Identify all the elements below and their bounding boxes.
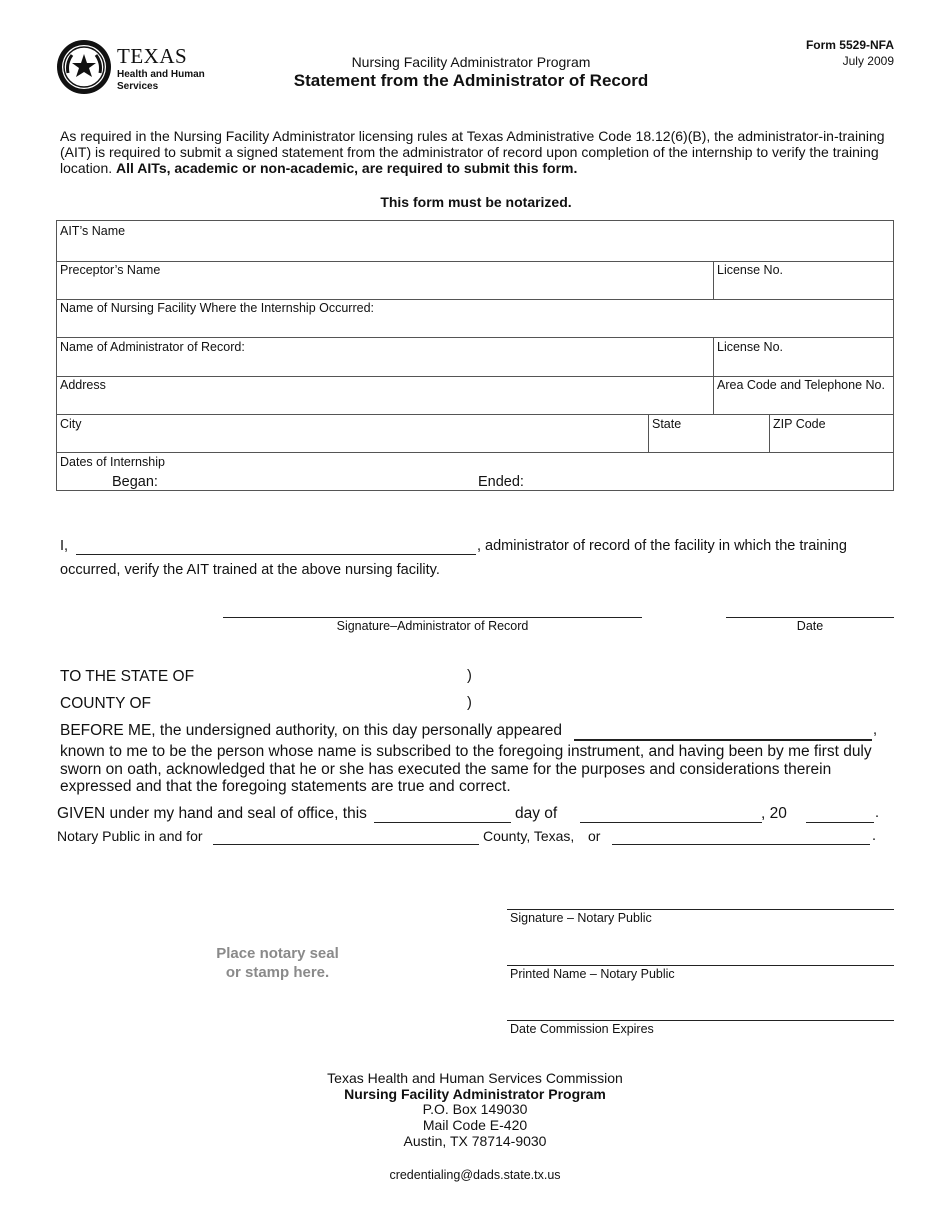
day-of-text: day of: [515, 805, 558, 822]
county-of-label: COUNTY OF: [60, 695, 151, 712]
state-field[interactable]: State: [652, 417, 682, 431]
footer-agency: Texas Health and Human Services Commission: [327, 1070, 623, 1086]
county-of-paren: ): [467, 695, 472, 711]
commission-expires-label: Date Commission Expires: [510, 1022, 654, 1036]
given-period: .: [875, 805, 880, 821]
form-date: July 2009: [842, 54, 894, 68]
county-line[interactable]: [213, 844, 479, 845]
preceptor-license-field[interactable]: License No.: [717, 263, 784, 277]
row-divider: [57, 452, 893, 453]
zip-field[interactable]: ZIP Code: [773, 417, 826, 431]
col-divider: [769, 414, 770, 452]
county-texas-text: County, Texas,: [483, 828, 575, 844]
seal-text-line1: Place notary seal: [216, 945, 339, 962]
ait-name-field[interactable]: AIT’s Name: [60, 224, 126, 238]
intro-paragraph: [60, 128, 898, 176]
form-number: Form 5529-NFA: [805, 38, 894, 52]
state-of-label: TO THE STATE OF: [60, 668, 195, 685]
footer-email-link[interactable]: credentialing@dads.state.tx.us: [389, 1168, 561, 1182]
ended-date-field[interactable]: Ended:: [478, 474, 524, 490]
state-of-paren: ): [467, 668, 472, 684]
admin-date-label: Date: [796, 619, 824, 633]
footer-mail-code: Mail Code E-420: [422, 1117, 528, 1134]
admin-signature-label: Signature–Administrator of Record: [336, 619, 529, 633]
intro-bold-text: All AITs, academic or non-academic, are required to submit this form.: [116, 160, 578, 176]
phone-field[interactable]: Area Code and Telephone No.: [717, 378, 885, 392]
row-divider: [57, 337, 893, 338]
internship-dates-label: Dates of Internship: [60, 455, 165, 469]
row-divider: [57, 376, 893, 377]
notary-printed-name-label: Printed Name – Notary Public: [510, 967, 675, 981]
facility-name-field[interactable]: Name of Nursing Facility Where the Internship Occurred:: [60, 301, 375, 315]
logo-subtitle-line1: Health and Human: [117, 69, 205, 80]
admin-date-line[interactable]: [726, 617, 894, 618]
row-divider: [57, 261, 893, 262]
statement-line2: occurred, verify the AIT trained at the above nursing facility.: [60, 562, 440, 578]
row-divider: [57, 414, 893, 415]
administrator-name-line[interactable]: [76, 554, 476, 555]
year-line[interactable]: [806, 822, 874, 823]
logo-subtitle-line2: Services: [117, 81, 159, 92]
admin-license-field[interactable]: License No.: [717, 340, 784, 354]
intro-text: As required in the Nursing Facility Administrator licensing rules at Texas Administrative Code 18.12(6)(B), the administrator-in-training (AIT) is required to submit a signed statement from the administrator of record upon completion of the internship to verify the training location.: [60, 128, 885, 176]
alternate-line[interactable]: [612, 844, 870, 845]
statement-prefix: I,: [60, 538, 69, 554]
notary-public-for: Notary Public in and for: [57, 828, 203, 844]
footer-address: [0, 1071, 950, 1150]
statement-suffix: , administrator of record of the facility in which the training: [477, 538, 847, 554]
footer-city: Austin, TX 78714-9030: [403, 1132, 547, 1149]
began-date-field[interactable]: Began:: [112, 474, 158, 490]
seal-text-line2: or stamp here.: [225, 964, 330, 981]
oath-paragraph: known to me to be the person whose name is subscribed to the foregoing instrument, and having been by me first duly sworn on oath, acknowledged that he or she has executed the same for the purposes and considerations therein expressed and that the foregoing statements are true and correct.: [60, 743, 872, 795]
notary-signature-line[interactable]: [507, 909, 894, 910]
notary-signature-label: Signature – Notary Public: [510, 911, 652, 925]
admin-signature-line[interactable]: [223, 617, 642, 618]
internship-form-table: [56, 220, 894, 491]
program-name: Nursing Facility Administrator Program: [351, 54, 591, 70]
preceptor-name-field[interactable]: Preceptor’s Name: [60, 263, 161, 277]
or-text: or: [588, 828, 601, 844]
given-text: GIVEN under my hand and seal of office, this: [57, 805, 367, 822]
footer-program: Nursing Facility Administrator Program: [344, 1085, 606, 1102]
col-divider: [648, 414, 649, 452]
logo-title: TEXAS: [117, 44, 188, 68]
col-divider: [713, 337, 714, 414]
notary-seal-area: [190, 944, 365, 982]
admin-name-field[interactable]: Name of Administrator of Record:: [60, 340, 245, 354]
year-prefix: , 20: [761, 805, 787, 822]
page-title: Statement from the Administrator of Record: [293, 71, 649, 90]
notarized-notice: This form must be notarized.: [380, 194, 572, 210]
commission-expires-line[interactable]: [507, 1020, 894, 1021]
notary-printed-name-line[interactable]: [507, 965, 894, 966]
row-divider: [57, 299, 893, 300]
month-line[interactable]: [580, 822, 762, 823]
before-me-text: BEFORE ME, the undersigned authority, on this day personally appeared: [60, 722, 563, 739]
col-divider: [713, 261, 714, 299]
day-line[interactable]: [374, 822, 511, 823]
footer-po-box: P.O. Box 149030: [422, 1101, 528, 1118]
address-field[interactable]: Address: [60, 378, 106, 392]
appeared-name-line[interactable]: [574, 739, 872, 741]
before-me-comma: ,: [873, 722, 878, 738]
city-field[interactable]: City: [60, 417, 82, 431]
notary-period: .: [872, 828, 877, 844]
